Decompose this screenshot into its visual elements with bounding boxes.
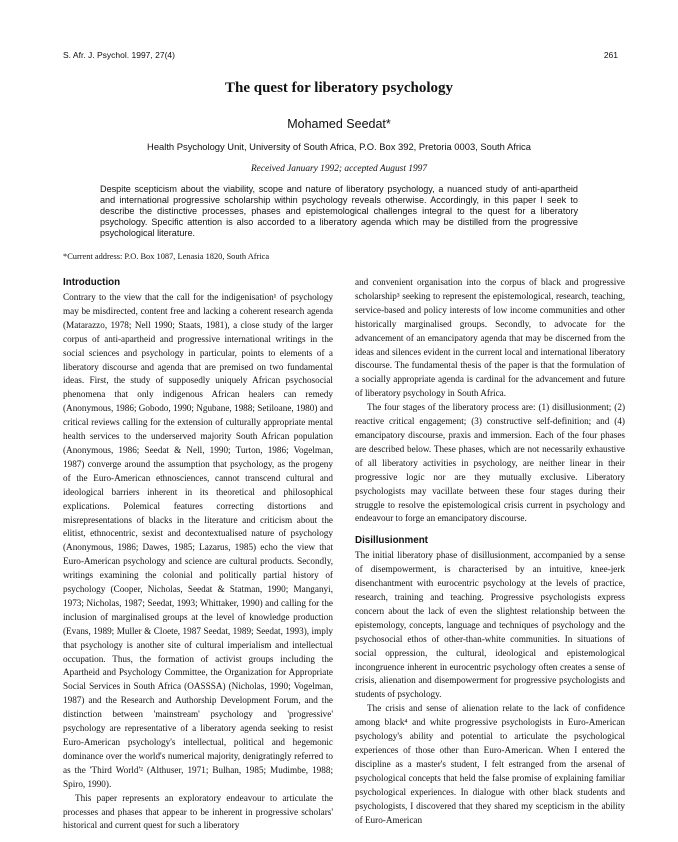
page-number: 261 [603,50,618,60]
intro-continued-paragraph-1: and convenient organisation into the corpus of black and progressive scholarship³ seeking to represent the epistemological, research, teaching, service-based and policy interests of low income communities and other historically marginalised groups. Secondly, to advocate for the advancement of an emancipatory agenda that may be discerned from the ideas and silences evident in the current local and international liberatory discourse. The fundamental thesis of the paper is that the formulation of a socially appropriate agenda is cardinal for the advancement and future of liberatory psychology in South Africa. [355,277,625,399]
disillusionment-paragraph-2: The crisis and sense of alienation relate to the lack of confidence among black⁴ and white progressive psychologists in Euro-American psychology's ability and potential to articulate the psychological experiences of those other than Euro-American. When I entered the discipline as a master's student, I felt estranged from the arsenal of psychological concepts that held the false promise of explaining familiar psychological experiences. In dialogue with other black students and psychologists, I discovered that they shared my scepticism in the ability of Euro-American [355,703,625,825]
section-heading-disillusionment: Disillusionment [355,535,428,547]
journal-citation: S. Afr. J. Psychol. 1997, 27(4) [63,50,175,60]
introduction-paragraph-1: Contrary to the view that the call for the indigenisation¹ of psychology may be misdirected, content free and lacking a coherent research agenda (Matarazzo, 1978; Nell 1990; Staats, 1981), a close study of the larger corpus of anti-apartheid and progressive international writings in the social sciences and psychology in particular, points to elements of a liberatory discourse and agenda that are premised on two fundamental ideas. First, the study of supposedly uniquely African psychosocial phenomena that only indigenous African healers can remedy (Anonymous, 1986; Gobodo, 1990; Ngubane, 1988; Setiloane, 1980) and critical reviews calling for the extension of culturally appropriate mental health services to the underserved majority South African population (Anonymous, 1986; Seedat & Nell, 1990; Turton, 1986; Vogelman, 1987) converge around the assumption that psychology, as the progeny of the Euro-American ethnosciences, cannot transcend cultural and ideological barriers inherent in its theoretical and philosophical explications. Polemical features correcting distortions and misrepresentations of blacks in the literature and criticism about the elitist, ethnocentric, sexist and decontextualised nature of psychology (Anonymous, 1986; Dawes, 1985; Lazarus, 1985) echo the view that Euro-American psychology and science are cultural products. Secondly, writings examining the colonial and politically partial history of psychology (Cooper, Nicholas, Seedat & Statman, 1990; Manganyi, 1973; Nicholas, 1987; Seedat, 1993; Whittaker, 1990) and calling for the inclusion of marginalised groups at the level of knowledge production (Evans, 1989; Muller & Cloete, 1987 Seedat, 1989; Seedat, 1993), imply that psychology is another site of cultural imperialism and intellectual occupation. Thus, the formation of activist groups including the Apartheid and Psychology Committee, the Organization for Appropriate Social Services in South Africa (OASSSA) (Nicholas, 1990; Vogelman, 1987) and the Research and Authorship Development Forum, and the distinction between 'mainstream' psychology and 'progressive' psychology are representative of a liberatory agenda seeking to resist Euro-American psychology's intellectual, political and hegemonic dominance over the world's numerical majority, denigratingly referred to as the 'Third World'² (Althuser, 1971; Bulhan, 1985; Mudimbe, 1988; Spiro, 1990). [63,292,333,789]
abstract: Despite scepticism about the viability, scope and nature of liberatory psychology, a nuanced study of anti-apartheid and international progressive scholarship within psychology reveals otherwise. Accordingly, in this paper I seek to describe the distinctive processes, phases and epistemological challenges integral to the quest for a liberatory psychology. Specific attention is also accorded to a liberatory agenda which may be distilled from the progressive psychological literature. [100,184,578,238]
paper-title: The quest for liberatory psychology [224,80,454,96]
disillusionment-paragraph-1: The initial liberatory phase of disillusionment, accompanied by a sense of disempowerment, is characterised by an intuitive, knee-jerk disenchantment with eurocentric psychology at the levels of practice, research, training and teaching. Progressive psychologists express concern about the lack of even the slightest relationship between the epistemology, concepts, language and techniques of psychology and the psychosocial ethos of other-than-white communities. In situations of social oppression, the cultural, ideological and epistemological incongruence inherent in eurocentric psychology often creates a sense of crisis, alienation and disempowerment for progressive psychologists and students of psychology. [355,550,625,700]
footnote-address: *Current address: P.O. Box 1087, Lenasia 1820, South Africa [63,252,270,261]
author-affiliation: Health Psychology Unit, University of South Africa, P.O. Box 392, Pretoria 0003, South Africa [147,141,531,152]
section-heading-introduction: Introduction [63,277,121,288]
author-name: Mohamed Seedat* [287,117,391,131]
left-column [63,276,333,833]
introduction-paragraph-2: This paper represents an exploratory endeavour to articulate the processes and phases that appear to be inherent in progressive scholars' historical and current quest for such a liberatory [63,792,333,831]
intro-continued-paragraph-2: The four stages of the liberatory process are: (1) disillusionment; (2) reactive critical engagement; (3) constructive self-definition; and (4) emancipatory discourse, praxis and immersion. Each of the four phases are described below. These phases, which are not necessarily exhaustive of all liberatory activities in psychology, are neither linear in their progressive logic nor are they mutually exclusive. Liberatory psychologists may vacillate between these four stages during their struggle to resolve the epistemological crisis current in psychology and endeavour to forge an emancipatory discourse. [355,402,625,524]
right-column [355,276,625,827]
received-date: Received January 1992; accepted August 1997 [250,164,428,174]
